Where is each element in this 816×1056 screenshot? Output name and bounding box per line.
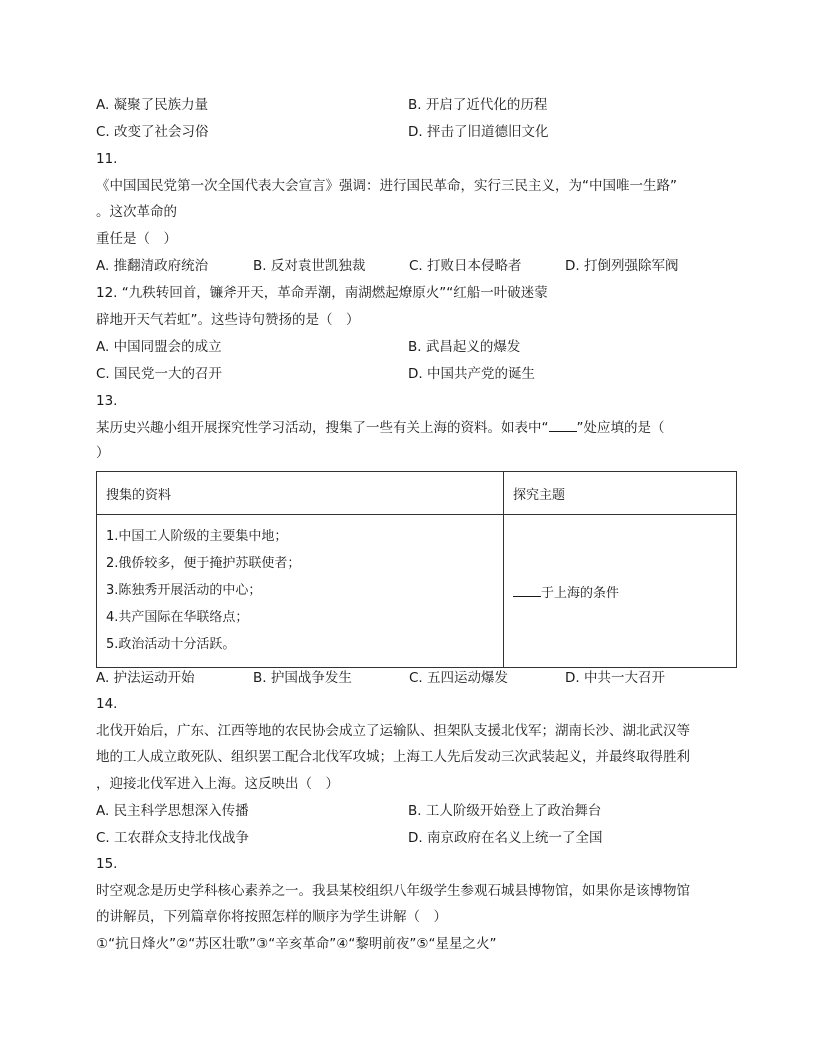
header-materials: 搜集的资料: [97, 472, 504, 515]
header-topic: 探究主题: [504, 472, 737, 515]
q14-option-a: A. 民主科学思想深入传播: [96, 803, 249, 819]
material-item: 2.俄侨较多，便于掩护苏联使者；: [106, 556, 301, 571]
q11-option-a: A. 推翻清政府统治: [96, 258, 209, 274]
q13-option-c: C. 五四运动爆发: [409, 670, 509, 686]
q11-stem-line2: 。这次革命的: [96, 204, 177, 220]
q15-stem-line2: 的讲解员，下列篇章你将按照怎样的顺序为学生讲解（ ）: [96, 909, 447, 925]
q13-stem-line1: [96, 417, 665, 438]
q12-option-b: B. 武昌起义的爆发: [408, 339, 521, 355]
table-body-row: [97, 515, 737, 668]
topic-cell: [504, 515, 737, 668]
q11-option-c: C. 打败日本侵略者: [409, 258, 522, 274]
materials-cell: [97, 515, 504, 668]
answer-blank: [549, 417, 577, 432]
q15-stem-line3: ①“抗日烽火”②“苏区壮歌”③“辛亥革命”④“黎明前夜”⑤“星星之火”: [96, 936, 497, 952]
q10-option-d: D. 抨击了旧道德旧文化: [408, 124, 549, 140]
q15-number: 15.: [96, 856, 118, 872]
q12-option-a: A. 中国同盟会的成立: [96, 339, 222, 355]
q11-option-b: B. 反对袁世凯独裁: [253, 258, 366, 274]
material-item: 4.共产国际在华联络点；: [106, 610, 249, 625]
topic-suffix: 于上海的条件: [541, 585, 620, 601]
answer-blank: [513, 582, 541, 597]
q11-stem-line3: 重任是（ ）: [96, 231, 177, 247]
q13-stem-line2: ）: [96, 445, 110, 461]
q14-number: 14.: [96, 696, 118, 712]
q10-option-c: C. 改变了社会习俗: [96, 124, 209, 140]
q13-stem-after: ”处应填的是（: [576, 420, 665, 436]
q13-stem-before: 某历史兴趣小组开展探究性学习活动，搜集了一些有关上海的资料。如表中“: [96, 420, 549, 436]
q13-number: 13.: [96, 393, 118, 409]
q10-option-a: A. 凝聚了民族力量: [96, 97, 209, 113]
q12-stem-line2: 辟地开天气若虹”。这些诗句赞扬的是（ ）: [96, 312, 360, 328]
q14-stem-line3: ，迎接北伐军进入上海。这反映出（ ）: [96, 776, 339, 792]
q13-option-d: D. 中共一大召开: [565, 670, 665, 686]
q13-materials-table: [96, 471, 737, 668]
q14-option-c: C. 工农群众支持北伐战争: [96, 830, 250, 846]
q12-stem-line1: 12. “九秩转回首，镰斧开天，革命弄潮，南湖燃起燎原火”“红船一叶破迷蒙: [96, 285, 548, 301]
material-item: 3.陈独秀开展活动的中心；: [106, 583, 262, 598]
q14-option-b: B. 工人阶级开始登上了政治舞台: [408, 803, 602, 819]
q11-option-d: D. 打倒列强除军阀: [565, 258, 679, 274]
q11-stem-line1: 《中国国民党第一次全国代表大会宣言》强调：进行国民革命，实行三民主义，为“中国唯一生路”: [96, 178, 677, 194]
q13-option-a: A. 护法运动开始: [96, 670, 195, 686]
q11-number: 11.: [96, 151, 118, 167]
q13-option-b: B. 护国战争发生: [253, 670, 352, 686]
material-item: 1.中国工人阶级的主要集中地；: [106, 529, 288, 544]
q14-option-d: D. 南京政府在名义上统一了全国: [408, 830, 603, 846]
q10-option-b: B. 开启了近代化的历程: [408, 97, 548, 113]
q14-stem-line1: 北伐开始后，广东、江西等地的农民协会成立了运输队、担架队支援北伐军；湖南长沙、湖北武汉等: [96, 723, 690, 739]
q15-stem-line1: 时空观念是历史学科核心素养之一。我县某校组织八年级学生参观石城县博物馆，如果你是该博物馆: [96, 883, 690, 899]
q12-option-c: C. 国民党一大的召开: [96, 366, 223, 382]
q14-stem-line2: 地的工人成立敢死队、组织罢工配合北伐军攻城；上海工人先后发动三次武装起义，并最终取得胜利: [96, 749, 690, 765]
material-item: 5.政治活动十分活跃。: [106, 637, 236, 652]
q12-option-d: D. 中国共产党的诞生: [408, 366, 535, 382]
table-header-row: [97, 472, 737, 515]
